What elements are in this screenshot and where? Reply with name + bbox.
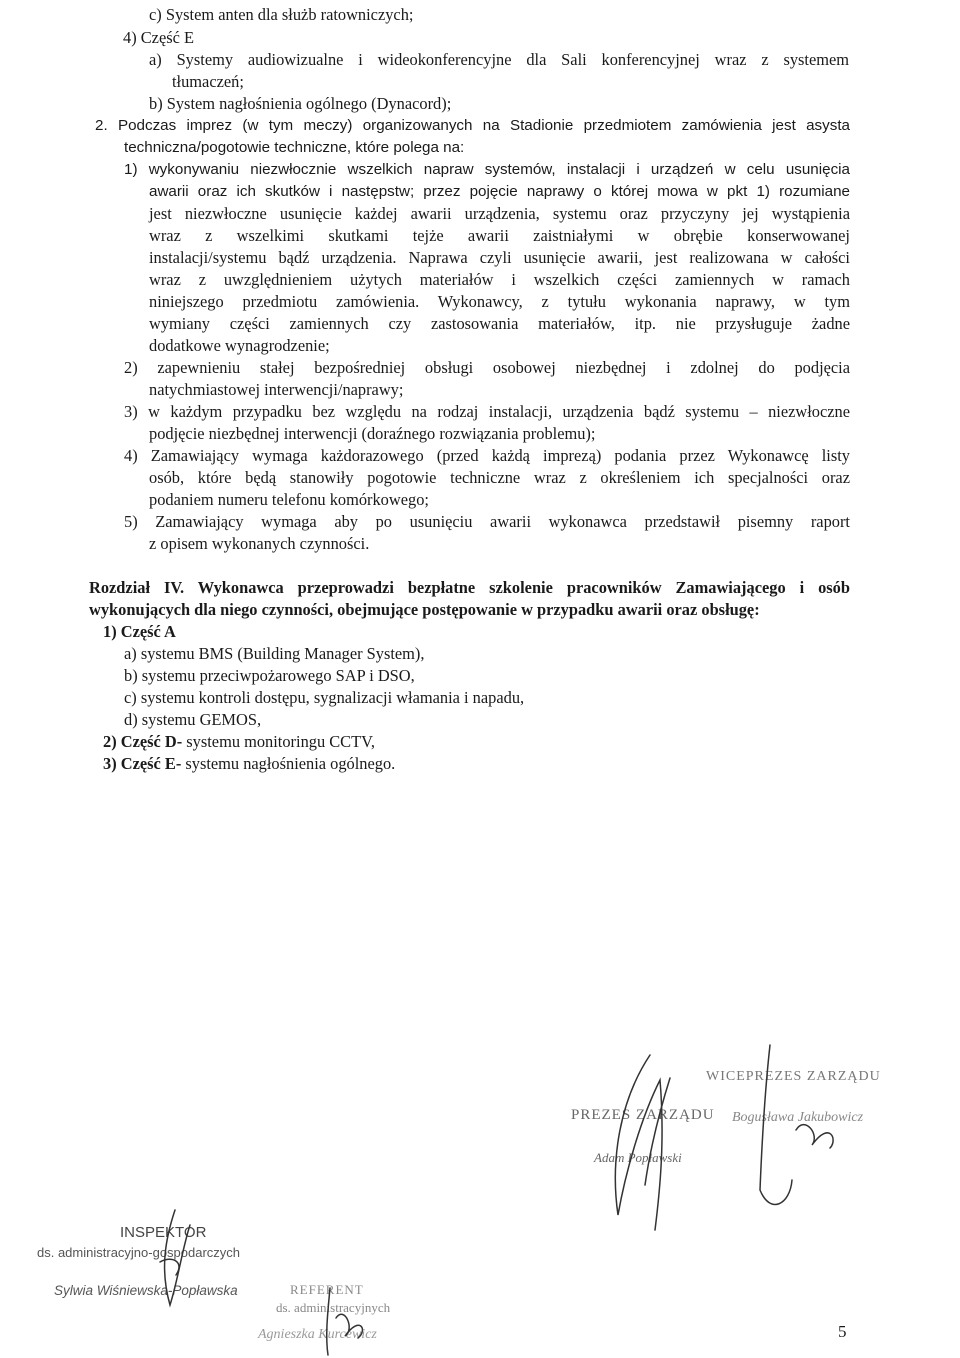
item-1-line-9: dodatkowe wynagrodzenie; [149, 336, 330, 355]
item-4-line-2: osób, które będą stanowiły pogotowie techniczne wraz z określeniem ich specjalności oraz [149, 468, 850, 487]
item-1-line-4: wraz z wszelkimi skutkami tejże awarii zaistniałymi w obrębie konserwowanej [149, 226, 850, 245]
item-1-line-8: wymiany części zamiennych czy zastosowania materiałów, itp. nie przysługuje żadne [149, 314, 850, 333]
section-2-intro: 2. Podczas imprez (w tym meczy) organizowanych na Stadionie przedmiotem zamówienia jest asysta [95, 117, 850, 134]
section-2-intro-cont: techniczna/pogotowie techniczne, które polega na: [124, 139, 465, 156]
referent-stamp-title: REFERENT [290, 1282, 364, 1297]
list-item-c-antennas: c) System anten dla służb ratowniczych; [149, 5, 414, 24]
part-e-item [103, 753, 395, 775]
item-4-line-1: 4) Zamawiający wymaga każdorazowego (przed każdą imprezą) podania przez Wykonawcę listy [124, 446, 850, 465]
item-1-line-1: 1) wykonywaniu niezwłocznie wszelkich napraw systemów, instalacji i urządzeń w celu usunięcia [124, 161, 850, 178]
item-2-line-2: natychmiastowej interwencji/naprawy; [149, 380, 404, 399]
item-5-line-1: 5) Zamawiający wymaga aby po usunięciu awarii wykonawca przedstawił pisemny raport [124, 512, 850, 531]
referent-stamp-role: ds. administracyjnych [276, 1300, 391, 1315]
list-item-a-av-systems: a) Systemy audiowizualne i wideokonferencyjne dla Sali konferencyjnej wraz z systemem [149, 50, 849, 69]
item-1-line-6: wraz z uwzględnieniem użytych materiałów i wszelkich części zamiennych w ramach [149, 270, 850, 289]
item-1-line-2: awarii oraz ich skutków i następstw; przez pojęcie naprawy o której mowa w pkt 1) rozumiane [149, 183, 850, 200]
part-d-text: systemu monitoringu CCTV, [182, 732, 375, 751]
page-number: 5 [838, 1322, 847, 1341]
vice-president-stamp-title: WICEPREZES ZARZĄDU [706, 1069, 881, 1084]
part-d-label: 2) Część D- [103, 732, 183, 751]
part-e-heading: 4) Część E [123, 28, 194, 47]
part-a-item-b: b) systemu przeciwpożarowego SAP i DSO, [124, 666, 415, 685]
part-d-item [103, 731, 375, 753]
inspector-stamp-title: INSPEKTOR [120, 1224, 207, 1241]
president-name: Adam Popławski [594, 1150, 682, 1165]
list-item-b-pa-system: b) System nagłośnienia ogólnego (Dynacord); [149, 94, 452, 113]
inspector-stamp-role: ds. administracyjno-gospodarczych [37, 1245, 241, 1260]
inspector-name: Sylwia Wiśniewska-Popławska [54, 1283, 238, 1298]
referent-name: Agnieszka Kurcewicz [258, 1327, 377, 1342]
part-a-item-c: c) systemu kontroli dostępu, sygnalizacji włamania i napadu, [124, 688, 525, 707]
part-e-text: systemu nagłośnienia ogólnego. [181, 754, 396, 773]
item-1-line-3: jest niezwłoczne usunięcie każdej awarii urządzenia, systemu oraz przyczyny jej wystąpienia [149, 204, 850, 223]
item-1-line-7: niniejszego przedmiotu zamówienia. Wykonawcy, z tytułu wykonania naprawy, w tym [149, 292, 850, 311]
part-a-item-a: a) systemu BMS (Building Manager System), [124, 644, 425, 663]
item-1-line-5: instalacji/systemu bądź urządzenia. Naprawa czyli usunięcie awarii, jest realizowana w całości [149, 248, 850, 267]
chapter-4-heading-line-1: Rozdział IV. Wykonawca przeprowadzi bezpłatne szkolenie pracowników Zamawiającego i osób [89, 578, 850, 597]
item-2-line-1: 2) zapewnieniu stałej bezpośredniej obsługi osobowej niezbędnej i zdolnej do podjęcia [124, 358, 850, 377]
vice-president-name: Bogusława Jakubowicz [732, 1110, 864, 1125]
president-stamp-title: PREZES ZARZĄDU [571, 1107, 715, 1123]
item-4-line-3: podaniem numeru telefonu komórkowego; [149, 490, 429, 509]
item-5-line-2: z opisem wykonanych czynności. [149, 534, 370, 553]
part-a-item-d: d) systemu GEMOS, [124, 710, 262, 729]
part-a-heading: 1) Część A [103, 622, 176, 641]
list-item-a-continued: tłumaczeń; [172, 72, 244, 91]
item-3-line-1: 3) w każdym przypadku bez względu na rodzaj instalacji, urządzenia bądź systemu – niezwłoczne [124, 402, 850, 421]
chapter-4-heading-line-2: wykonujących dla niego czynności, obejmujące postępowanie w przypadku awarii oraz obsługę: [89, 600, 760, 619]
item-3-line-2: podjęcie niezbędnej interwencji (doraźnego rozwiązania problemu); [149, 424, 596, 443]
part-e-label: 3) Część E- [103, 754, 182, 773]
